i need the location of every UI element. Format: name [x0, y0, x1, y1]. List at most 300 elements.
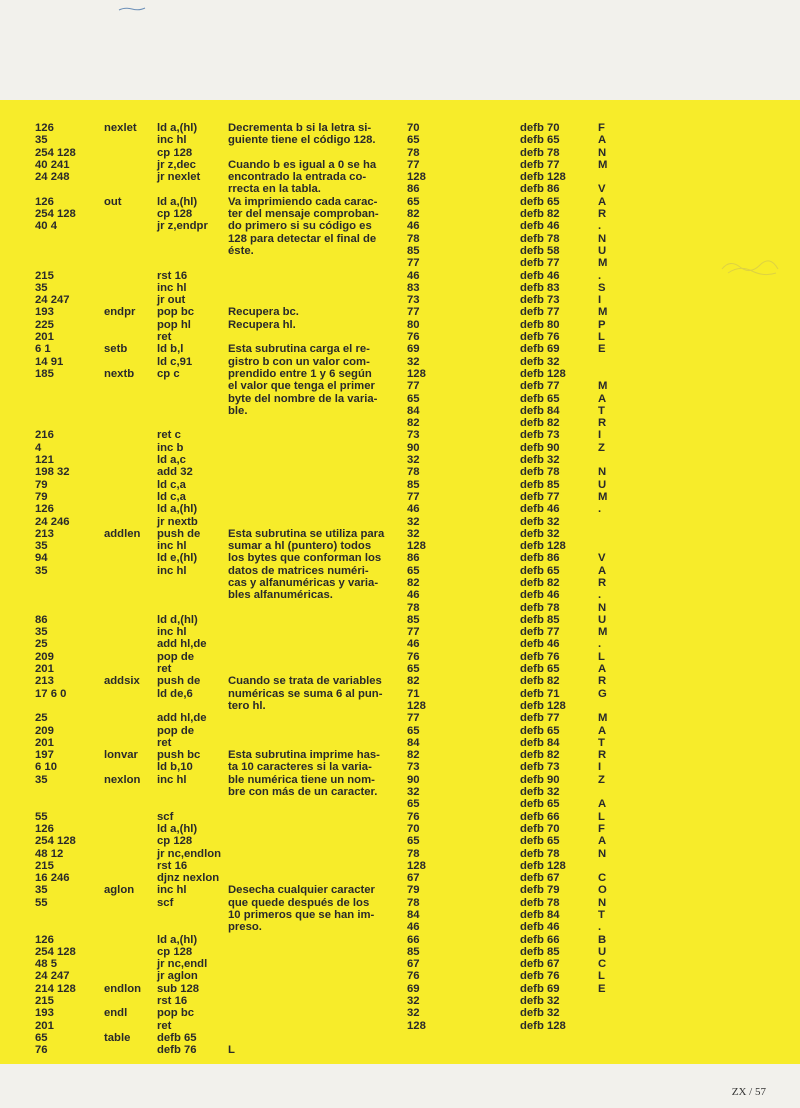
defb-instruction: defb 85	[520, 945, 560, 958]
code-listing-panel	[0, 100, 800, 1064]
byte-value: 85	[407, 478, 420, 491]
defb-instruction: defb 32	[520, 786, 560, 799]
defb-instruction: defb 84	[520, 736, 560, 749]
opcode-bytes: 94	[35, 552, 48, 565]
defb-instruction: defb 65	[520, 195, 560, 208]
defb-instruction: defb 78	[520, 146, 560, 159]
opcode-bytes: 209	[35, 650, 54, 663]
opcode-bytes: 35	[35, 540, 48, 553]
character-letter: U	[598, 244, 607, 257]
instruction: inc hl	[157, 773, 187, 786]
byte-value: 46	[407, 589, 420, 602]
byte-value: 76	[407, 331, 420, 344]
opcode-bytes: 24 247	[35, 294, 70, 307]
code-label: nextb	[104, 367, 135, 380]
defb-instruction: defb 65	[520, 663, 560, 676]
character-letter: E	[598, 343, 606, 356]
opcode-bytes: 24 247	[35, 970, 70, 983]
defb-instruction: defb 66	[520, 810, 560, 823]
byte-value: 82	[407, 576, 420, 589]
opcode-bytes: 254 128	[35, 146, 76, 159]
character-letter: A	[598, 195, 607, 208]
opcode-bytes: 225	[35, 318, 54, 331]
defb-instruction: defb 84	[520, 404, 560, 417]
instruction: add 32	[157, 466, 193, 479]
comment-text: que quede después de los	[228, 896, 370, 909]
opcode-bytes: 193	[35, 1007, 54, 1020]
character-letter: R	[598, 749, 607, 762]
defb-instruction: defb 32	[520, 355, 560, 368]
opcode-bytes: 48 5	[35, 958, 57, 971]
defb-instruction: defb 84	[520, 909, 560, 921]
character-letter: Z	[598, 773, 605, 786]
instruction: add hl,de	[157, 638, 207, 651]
character-letter: R	[598, 675, 607, 688]
character-letter: T	[598, 909, 605, 921]
opcode-bytes: 40 4	[35, 220, 57, 233]
defb-instruction: defb 46	[520, 638, 560, 651]
instruction: ret	[157, 1019, 172, 1032]
opcode-bytes: 35	[35, 281, 48, 294]
byte-value: 128	[407, 1019, 426, 1032]
code-label: addlen	[104, 527, 141, 540]
defb-instruction: defb 128	[520, 540, 566, 553]
instruction: cp 128	[157, 208, 193, 221]
instruction: jr nc,endlon	[157, 847, 222, 860]
defb-instruction: defb 70	[520, 822, 560, 835]
byte-value: 83	[407, 281, 420, 294]
defb-instruction: defb 82	[520, 208, 560, 221]
code-label: out	[104, 195, 122, 208]
byte-value: 32	[407, 527, 420, 540]
defb-instruction: defb 82	[520, 576, 560, 589]
instruction: ret	[157, 663, 172, 676]
instruction: ld a,(hl)	[157, 503, 198, 516]
character-letter: I	[598, 429, 602, 442]
opcode-bytes: 24 246	[35, 515, 70, 528]
opcode-bytes: 16 246	[35, 872, 70, 885]
defb-instruction: defb 77	[520, 380, 560, 393]
character-letter: P	[598, 318, 606, 331]
opcode-bytes: 35	[35, 626, 48, 639]
instruction: ret c	[157, 429, 181, 442]
instruction: cp 128	[157, 835, 193, 848]
opcode-bytes: 215	[35, 269, 54, 282]
instruction: ld b,l	[157, 343, 184, 356]
byte-value: 77	[407, 306, 420, 319]
defb-instruction: defb 46	[520, 503, 560, 516]
byte-value: 78	[407, 847, 420, 860]
instruction: inc b	[157, 441, 184, 454]
comment-text: encontrado la entrada co-	[228, 171, 367, 184]
byte-value: 90	[407, 773, 420, 786]
byte-value: 70	[407, 822, 420, 835]
defb-instruction: defb 73	[520, 761, 560, 774]
byte-value: 86	[407, 183, 420, 196]
defb-instruction: defb 67	[520, 872, 560, 885]
character-letter: Z	[598, 441, 605, 454]
comment-text: Esta subrutina imprime has-	[228, 749, 380, 762]
defb-instruction: defb 71	[520, 687, 560, 700]
byte-value: 128	[407, 859, 426, 872]
instruction: ld c,a	[157, 478, 186, 491]
code-label: endlon	[104, 982, 142, 995]
instruction: inc hl	[157, 281, 187, 294]
byte-value: 82	[407, 675, 420, 688]
opcode-bytes: 254 128	[35, 835, 76, 848]
instruction: defb 76	[157, 1044, 197, 1057]
instruction: pop de	[157, 724, 195, 737]
code-label: addsix	[104, 675, 140, 688]
byte-value: 82	[407, 417, 420, 430]
code-label: nexlon	[104, 773, 141, 786]
instruction: cp c	[157, 367, 180, 380]
comment-text: tero hl.	[228, 699, 266, 712]
opcode-bytes: 126	[35, 503, 54, 516]
byte-value: 46	[407, 638, 420, 651]
byte-value: 65	[407, 195, 420, 208]
byte-value: 65	[407, 134, 420, 147]
character-letter: T	[598, 404, 605, 417]
byte-value: 78	[407, 466, 420, 479]
opcode-bytes: 213	[35, 527, 54, 540]
instruction: inc hl	[157, 564, 187, 577]
comment-text: Decrementa b si la letra si-	[228, 122, 372, 134]
opcode-bytes: 126	[35, 933, 54, 946]
opcode-bytes: 79	[35, 490, 48, 503]
character-letter: M	[598, 626, 608, 639]
character-letter: I	[598, 761, 602, 774]
defb-instruction: defb 32	[520, 995, 560, 1008]
instruction: sub 128	[157, 982, 200, 995]
instruction: inc hl	[157, 884, 187, 897]
instruction: jr nextb	[157, 515, 198, 528]
defb-instruction: defb 77	[520, 158, 560, 171]
opcode-bytes: 213	[35, 675, 54, 688]
byte-value: 77	[407, 380, 420, 393]
character-letter: N	[598, 466, 607, 479]
comment-text: ble numérica tiene un nom-	[228, 773, 375, 786]
opcode-bytes: 197	[35, 749, 54, 762]
instruction: pop de	[157, 650, 195, 663]
defb-instruction: defb 82	[520, 675, 560, 688]
character-letter: G	[598, 687, 607, 700]
instruction: ld a,(hl)	[157, 822, 198, 835]
defb-instruction: defb 77	[520, 490, 560, 503]
defb-instruction: defb 58	[520, 244, 560, 257]
opcode-bytes: 215	[35, 859, 54, 872]
character-letter: V	[598, 552, 606, 565]
character-letter: F	[598, 122, 605, 134]
byte-value: 82	[407, 749, 420, 762]
defb-instruction: defb 128	[520, 367, 566, 380]
character-letter: A	[598, 392, 607, 405]
character-letter: N	[598, 601, 607, 614]
comment-text: Esta subrutina carga el re-	[228, 343, 370, 356]
defb-instruction: defb 77	[520, 257, 560, 270]
code-label: endpr	[104, 306, 136, 319]
opcode-bytes: 24 248	[35, 171, 70, 184]
byte-value: 85	[407, 945, 420, 958]
comment-text: Cuando se trata de variables	[228, 675, 382, 688]
defb-instruction: defb 76	[520, 331, 560, 344]
character-letter: A	[598, 798, 607, 811]
defb-instruction: defb 32	[520, 527, 560, 540]
defb-instruction: defb 32	[520, 515, 560, 528]
character-letter: N	[598, 146, 607, 159]
byte-value: 46	[407, 269, 420, 282]
defb-instruction: defb 77	[520, 626, 560, 639]
byte-value: 82	[407, 208, 420, 221]
comment-text: 128 para detectar el final de	[228, 232, 377, 245]
instruction: ld a,(hl)	[157, 195, 198, 208]
opcode-bytes: 17 6 0	[35, 687, 67, 700]
character-letter: B	[598, 933, 607, 946]
defb-instruction: defb 128	[520, 171, 566, 184]
instruction: scf	[157, 896, 174, 909]
defb-instruction: defb 46	[520, 269, 560, 282]
opcode-bytes: 215	[35, 995, 54, 1008]
character-letter: C	[598, 872, 607, 885]
character-letter: E	[598, 982, 606, 995]
character-letter: U	[598, 478, 607, 491]
defb-instruction: defb 128	[520, 699, 566, 712]
byte-value: 65	[407, 663, 420, 676]
byte-value: 70	[407, 122, 420, 134]
comment-text: gistro b con un valor com-	[228, 355, 370, 368]
defb-instruction: defb 70	[520, 122, 560, 134]
instruction: ld d,(hl)	[157, 613, 198, 626]
defb-instruction: defb 78	[520, 466, 560, 479]
opcode-bytes: 35	[35, 884, 48, 897]
instruction: ld c,91	[157, 355, 193, 368]
comment-text: cas y alfanuméricas y varia-	[228, 576, 379, 589]
defb-instruction: defb 85	[520, 613, 560, 626]
byte-value: 76	[407, 810, 420, 823]
defb-instruction: defb 65	[520, 835, 560, 848]
comment-text: preso.	[228, 921, 262, 934]
byte-value: 78	[407, 232, 420, 245]
opcode-bytes: 35	[35, 773, 48, 786]
byte-value: 76	[407, 650, 420, 663]
instruction: jr z,endpr	[157, 220, 208, 233]
opcode-bytes: 40 241	[35, 158, 70, 171]
opcode-bytes: 201	[35, 736, 54, 749]
instruction: ld c,a	[157, 490, 186, 503]
character-letter: .	[598, 921, 602, 934]
defb-instruction: defb 73	[520, 294, 560, 307]
defb-instruction: defb 65	[520, 392, 560, 405]
byte-value: 78	[407, 146, 420, 159]
byte-value: 65	[407, 392, 420, 405]
opcode-bytes: 214 128	[35, 982, 76, 995]
opcode-bytes: 48 12	[35, 847, 64, 860]
instruction: pop hl	[157, 318, 191, 331]
comment-text: Recupera bc.	[228, 306, 299, 319]
character-letter: A	[598, 564, 607, 577]
defb-instruction: defb 80	[520, 318, 560, 331]
defb-instruction: defb 90	[520, 773, 560, 786]
defb-instruction: defb 66	[520, 933, 560, 946]
character-letter: A	[598, 663, 607, 676]
opcode-bytes: 121	[35, 454, 54, 467]
byte-value: 71	[407, 687, 420, 700]
byte-value: 66	[407, 933, 420, 946]
byte-value: 128	[407, 699, 426, 712]
comment-text: Cuando b es igual a 0 se ha	[228, 158, 377, 171]
comment-text: Va imprimiendo cada carac-	[228, 195, 378, 208]
comment-text: L	[228, 1044, 235, 1057]
defb-instruction: defb 65	[520, 134, 560, 147]
instruction: jr nexlet	[157, 171, 201, 184]
comment-text: bles alfanuméricas.	[228, 589, 333, 602]
byte-value: 46	[407, 503, 420, 516]
character-letter: A	[598, 724, 607, 737]
comment-text: numéricas se suma 6 al pun-	[228, 687, 383, 700]
byte-value: 67	[407, 872, 420, 885]
character-letter: I	[598, 294, 602, 307]
comment-text: Desecha cualquier caracter	[228, 884, 375, 897]
opcode-bytes: 6 1	[35, 343, 51, 356]
opcode-bytes: 4	[35, 441, 42, 454]
defb-instruction: defb 65	[520, 724, 560, 737]
byte-value: 84	[407, 909, 420, 921]
opcode-bytes: 79	[35, 478, 48, 491]
byte-value: 85	[407, 244, 420, 257]
byte-value: 73	[407, 761, 420, 774]
character-letter: L	[598, 970, 605, 983]
opcode-bytes: 254 128	[35, 208, 76, 221]
instruction: push de	[157, 675, 201, 688]
opcode-bytes: 209	[35, 724, 54, 737]
character-letter: .	[598, 269, 602, 282]
character-letter: F	[598, 822, 605, 835]
byte-value: 128	[407, 540, 426, 553]
comment-text: los bytes que conforman los	[228, 552, 382, 565]
instruction: pop bc	[157, 306, 195, 319]
character-letter: .	[598, 220, 602, 233]
character-letter: C	[598, 958, 607, 971]
character-letter: M	[598, 712, 608, 725]
defb-instruction: defb 90	[520, 441, 560, 454]
byte-value: 76	[407, 970, 420, 983]
comment-text: Recupera hl.	[228, 318, 296, 331]
page-number: ZX / 57	[731, 1086, 766, 1098]
character-letter: U	[598, 613, 607, 626]
opcode-bytes: 65	[35, 1031, 48, 1044]
character-letter: M	[598, 257, 608, 270]
comment-text: rrecta en la tabla.	[228, 183, 321, 196]
byte-value: 69	[407, 343, 420, 356]
defb-instruction: defb 128	[520, 859, 566, 872]
byte-value: 32	[407, 454, 420, 467]
instruction: rst 16	[157, 859, 188, 872]
defb-instruction: defb 82	[520, 417, 560, 430]
byte-value: 73	[407, 429, 420, 442]
instruction: inc hl	[157, 134, 187, 147]
opcode-bytes: 185	[35, 367, 54, 380]
opcode-bytes: 201	[35, 1019, 54, 1032]
defb-instruction: defb 79	[520, 884, 560, 897]
opcode-bytes: 55	[35, 896, 48, 909]
opcode-bytes: 35	[35, 564, 48, 577]
defb-instruction: defb 78	[520, 847, 560, 860]
opcode-bytes: 35	[35, 134, 48, 147]
instruction: scf	[157, 810, 174, 823]
byte-value: 90	[407, 441, 420, 454]
byte-value: 80	[407, 318, 420, 331]
byte-value: 85	[407, 613, 420, 626]
byte-value: 69	[407, 982, 420, 995]
byte-value: 78	[407, 601, 420, 614]
defb-instruction: defb 46	[520, 921, 560, 934]
opcode-bytes: 126	[35, 822, 54, 835]
defb-instruction: defb 78	[520, 232, 560, 245]
defb-instruction: defb 69	[520, 343, 560, 356]
comment-text: ter del mensaje comproban-	[228, 208, 379, 221]
opcode-bytes: 86	[35, 613, 48, 626]
character-letter: .	[598, 589, 602, 602]
byte-value: 77	[407, 257, 420, 270]
comment-text: byte del nombre de la varia-	[228, 392, 378, 405]
byte-value: 77	[407, 490, 420, 503]
instruction: rst 16	[157, 995, 188, 1008]
instruction: defb 65	[157, 1031, 197, 1044]
opcode-bytes: 126	[35, 195, 54, 208]
comment-text: do primero si su código es	[228, 220, 372, 233]
comment-text: bre con más de un caracter.	[228, 786, 378, 799]
paper-stain-icon	[720, 255, 780, 277]
instruction: push de	[157, 527, 201, 540]
byte-value: 32	[407, 786, 420, 799]
opcode-bytes: 126	[35, 122, 54, 134]
instruction: cp 128	[157, 945, 193, 958]
byte-value: 79	[407, 884, 420, 897]
defb-instruction: defb 46	[520, 220, 560, 233]
character-letter: L	[598, 331, 605, 344]
byte-value: 77	[407, 712, 420, 725]
opcode-bytes: 193	[35, 306, 54, 319]
byte-value: 65	[407, 724, 420, 737]
character-letter: U	[598, 945, 607, 958]
instruction: add hl,de	[157, 712, 207, 725]
defb-instruction: defb 86	[520, 552, 560, 565]
instruction: ld a,(hl)	[157, 933, 198, 946]
comment-text: guiente tiene el código 128.	[228, 134, 376, 147]
instruction: ld a,c	[157, 454, 186, 467]
instruction: pop bc	[157, 1007, 195, 1020]
defb-instruction: defb 32	[520, 454, 560, 467]
instruction: inc hl	[157, 626, 187, 639]
opcode-bytes: 201	[35, 663, 54, 676]
instruction: rst 16	[157, 269, 188, 282]
code-label: aglon	[104, 884, 135, 897]
character-letter: M	[598, 380, 608, 393]
byte-value: 73	[407, 294, 420, 307]
byte-value: 65	[407, 835, 420, 848]
character-letter: L	[598, 650, 605, 663]
instruction: jr out	[157, 294, 186, 307]
byte-value: 32	[407, 1007, 420, 1020]
byte-value: 67	[407, 958, 420, 971]
defb-instruction: defb 83	[520, 281, 560, 294]
byte-value: 78	[407, 896, 420, 909]
character-letter: O	[598, 884, 607, 897]
defb-instruction: defb 78	[520, 601, 560, 614]
byte-value: 65	[407, 798, 420, 811]
instruction: ret	[157, 331, 172, 344]
instruction: inc hl	[157, 540, 187, 553]
